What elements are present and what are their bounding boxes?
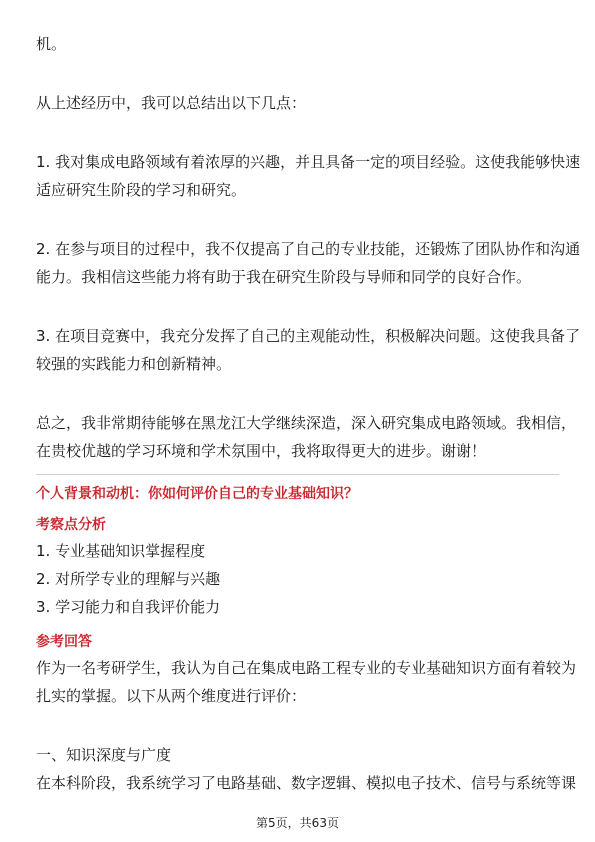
answer-line: 扎实的掌握。以下从两个维度进行评价：: [36, 687, 307, 705]
paragraph-line: 总之，我非常期待能够在黑龙江大学继续深造，深入研究集成电路领域。我相信，: [36, 414, 577, 432]
analysis-point: 2. 对所学专业的理解与兴趣: [36, 570, 221, 588]
answer-line: 一、知识深度与广度: [36, 746, 172, 764]
page-number: 第5页，共63页: [256, 816, 339, 830]
answer-heading: 参考回答: [36, 634, 92, 650]
paragraph-line: 在贵校优越的学习环境和学术氛围中，我将取得更大的进步。谢谢！: [36, 442, 487, 460]
analysis-heading: 考察点分析: [36, 517, 106, 533]
paragraph-line: 从上述经历中，我可以总结出以下几点：: [36, 94, 307, 112]
question-title: 个人背景和动机：你如何评价自己的专业基础知识？: [36, 486, 358, 502]
paragraph-line: 1. 我对集成电路领域有着浓厚的兴趣，并且具备一定的项目经验。这使我能够快速: [36, 153, 581, 171]
paragraph-line: 适应研究生阶段的学习和研究。: [36, 181, 247, 199]
answer-line: 作为一名考研学生，我认为自己在集成电路工程专业的专业基础知识方面有着较为: [36, 659, 577, 677]
paragraph-line: 2. 在参与项目的过程中，我不仅提高了自己的专业技能，还锻炼了团队协作和沟通: [36, 240, 581, 258]
paragraph-line: 3. 在项目竞赛中，我充分发挥了自己的主观能动性，积极解决问题。这使我具备了: [36, 327, 581, 345]
analysis-point: 1. 专业基础知识掌握程度: [36, 542, 206, 560]
answer-line: 在本科阶段，我系统学习了电路基础、数字逻辑、模拟电子技术、信号与系统等课: [36, 774, 577, 792]
paragraph-line: 能力。我相信这些能力将有助于我在研究生阶段与导师和同学的良好合作。: [36, 268, 532, 286]
paragraph-line: 较强的实践能力和创新精神。: [36, 355, 232, 373]
paragraph-line: 机。: [36, 35, 67, 53]
section-divider: [36, 474, 559, 475]
analysis-point: 3. 学习能力和自我评价能力: [36, 598, 221, 616]
